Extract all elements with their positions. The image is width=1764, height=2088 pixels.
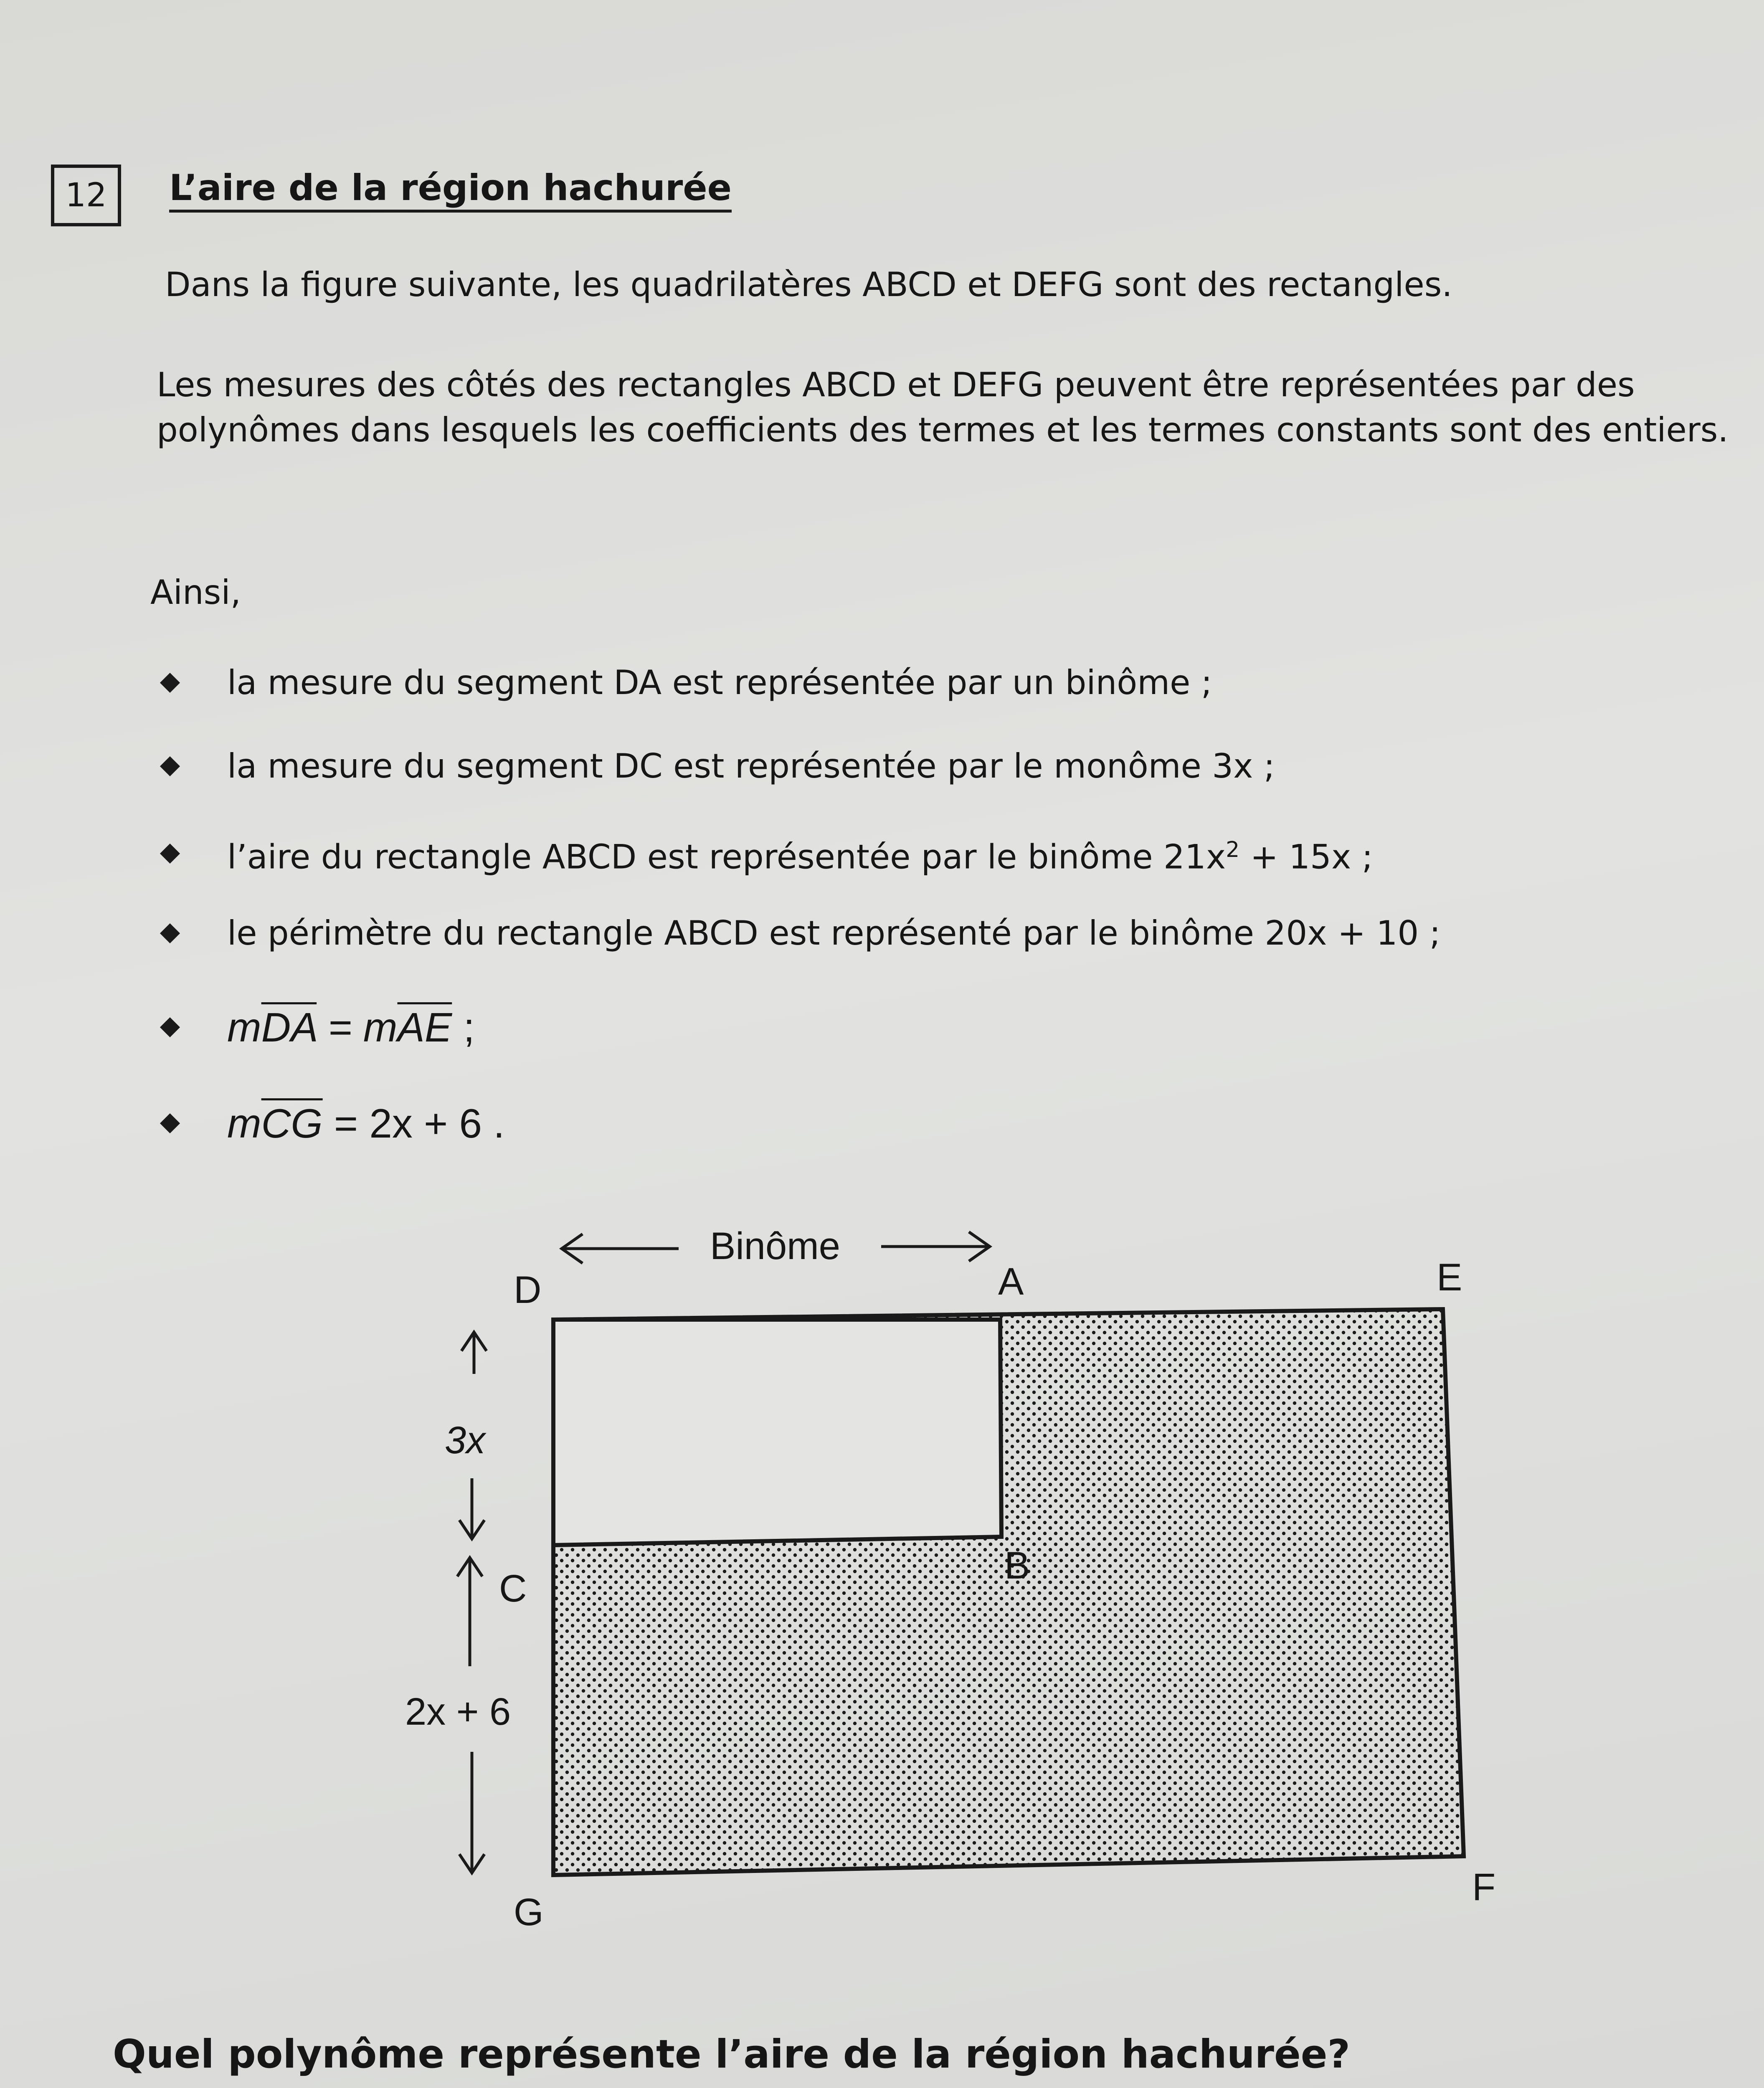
description-paragraph: Les mesures des côtés des rectangles ABCD et DEFG peuvent être représentées par des polynômes dans lesquels les coefficients des termes et les termes constants sont des entiers.: [157, 365, 1729, 449]
binome-label: Binôme: [710, 1225, 840, 1267]
rectangle-abcd: [553, 1320, 1001, 1545]
vertex-e-label: E: [1437, 1256, 1462, 1299]
question-title: L’aire de la région hachurée: [169, 167, 732, 213]
bullet-text: la mesure du segment DA est représentée par un binôme ;: [227, 663, 1212, 702]
dimension-label-3x: 3x: [445, 1419, 486, 1462]
math-eq: = m: [317, 1004, 398, 1050]
vertex-a-label: A: [998, 1260, 1024, 1303]
bullet-text-part: + 15x ;: [1239, 837, 1373, 877]
question-prompt: Quel polynôme représente l’aire de la région hachurée?: [113, 2032, 1351, 2077]
math-rest: = 2x + 6 .: [322, 1100, 505, 1146]
vertex-g-label: G: [514, 1891, 544, 1933]
dimension-arrow-2x6-down-icon: [459, 1752, 484, 1873]
vertex-c-label: C: [499, 1567, 527, 1610]
bullet-text-part: l’aire du rectangle ABCD est représentée par le binôme 21x: [227, 837, 1226, 877]
question-number: 12: [65, 177, 107, 214]
exponent: 2: [1226, 837, 1240, 862]
segment-ae: $\overline{AE}$: [397, 1004, 452, 1050]
bullet-text: le périmètre du rectangle ABCD est représenté par le binôme 20x + 10 ;: [227, 914, 1441, 953]
intro-paragraph: Dans la figure suivante, les quadrilatères ABCD et DEFG sont des rectangles.: [165, 265, 1452, 304]
vertex-b-label: B: [1004, 1544, 1030, 1587]
dimension-arrow-2x6-up-icon: [457, 1558, 482, 1666]
math-m: m: [227, 1004, 261, 1050]
segment-da: $\overline{DA}$: [261, 1004, 317, 1050]
binome-arrow-left-icon: [562, 1234, 679, 1263]
bullet-text: la mesure du segment DC est représentée par le monôme 3x ;: [227, 747, 1275, 786]
math-m: m: [227, 1100, 261, 1146]
dimension-arrow-3x-down-icon: [459, 1478, 484, 1539]
binome-arrow-right-icon: [881, 1232, 990, 1261]
vertex-d-label: D: [514, 1269, 542, 1311]
dimension-label-2x-plus-6: 2x + 6: [405, 1690, 511, 1733]
vertex-f-label: F: [1472, 1866, 1496, 1908]
dimension-arrow-3x-up-icon: [461, 1332, 487, 1374]
math-end: ;: [452, 1004, 475, 1050]
ainsi-text: Ainsi,: [150, 573, 241, 612]
segment-cg: $\overline{CG}$: [261, 1100, 323, 1146]
